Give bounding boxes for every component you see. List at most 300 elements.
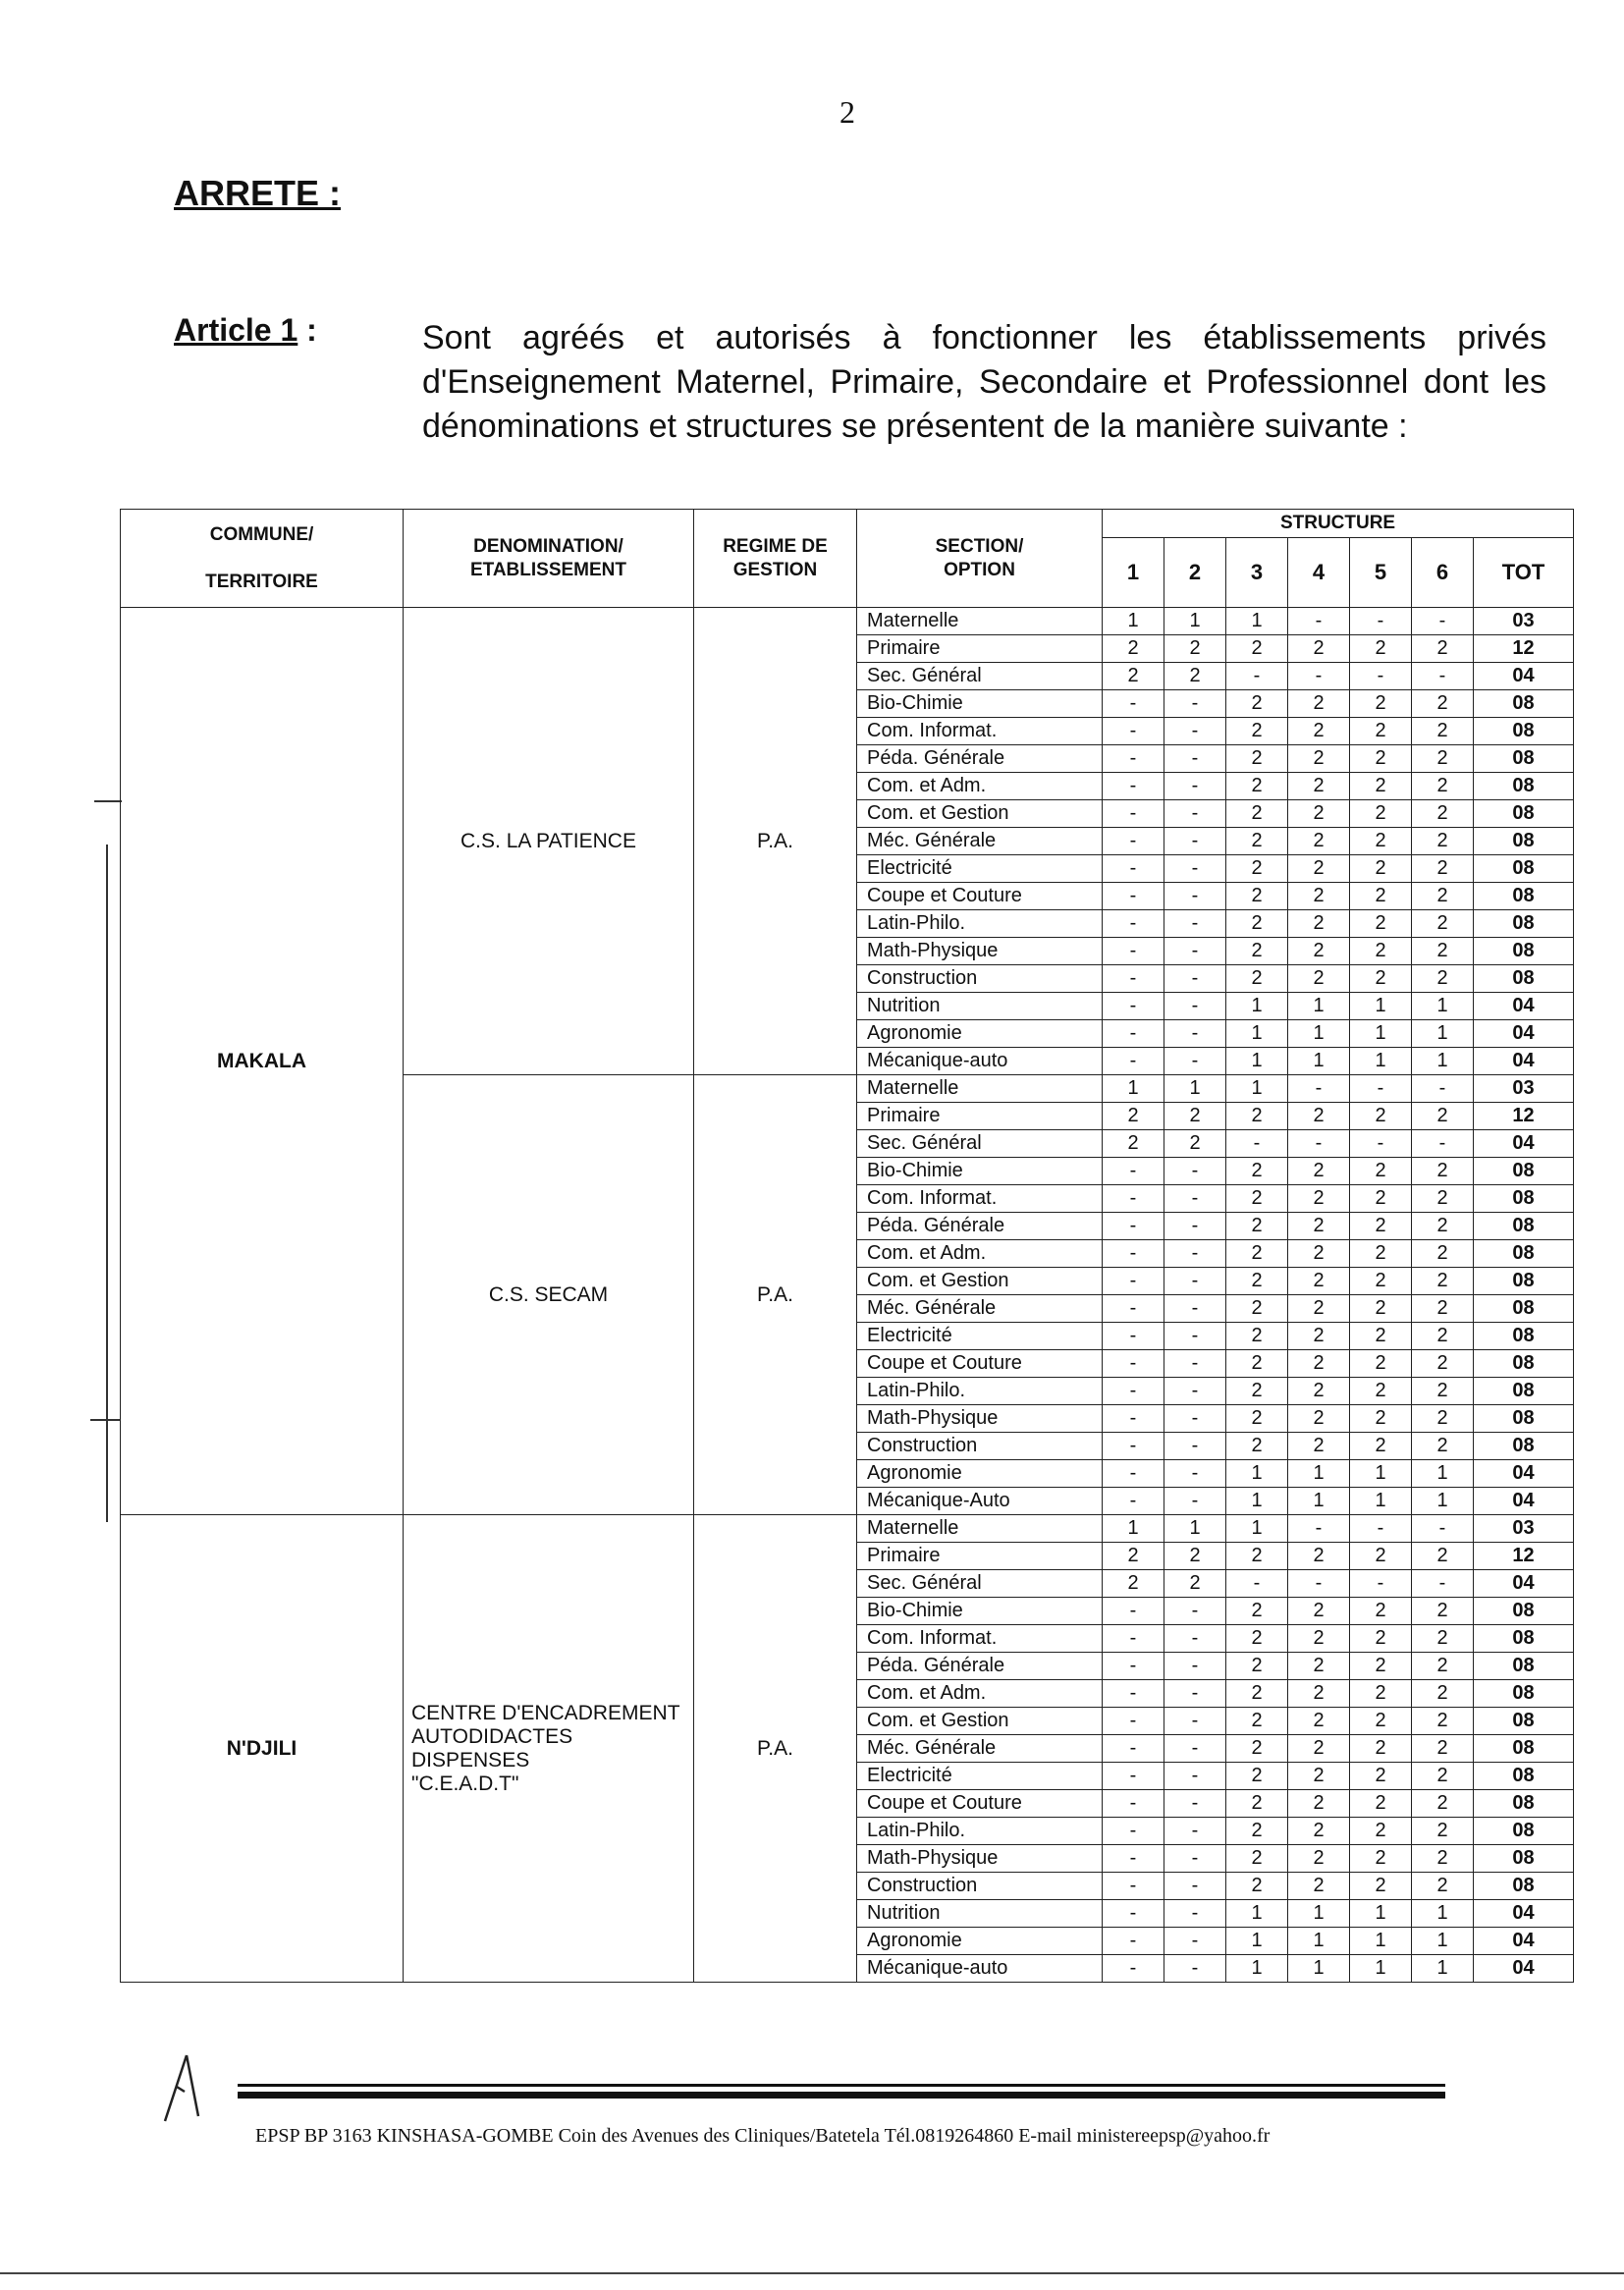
structure-cell-1: - [1103, 773, 1164, 800]
structure-cell-3: 2 [1226, 1433, 1288, 1460]
structure-cell-5: 2 [1350, 1763, 1412, 1790]
structure-cell-5: 2 [1350, 1103, 1412, 1130]
total-cell: 08 [1474, 910, 1574, 938]
section-cell: Com. et Gestion [857, 1268, 1103, 1295]
structure-cell-2: - [1164, 1900, 1226, 1928]
section-cell: Sec. Général [857, 1130, 1103, 1158]
structure-cell-6: - [1412, 663, 1474, 690]
structure-cell-5: 2 [1350, 1735, 1412, 1763]
total-cell: 08 [1474, 1323, 1574, 1350]
section-cell: Math-Physique [857, 1405, 1103, 1433]
structure-cell-3: 2 [1226, 1543, 1288, 1570]
total-cell: 08 [1474, 1680, 1574, 1708]
structure-cell-6: 2 [1412, 1708, 1474, 1735]
establishment-cell: C.S. SECAM [404, 1075, 694, 1515]
structure-cell-2: - [1164, 1048, 1226, 1075]
total-cell: 12 [1474, 635, 1574, 663]
structure-cell-3: 2 [1226, 965, 1288, 993]
total-cell: 08 [1474, 1433, 1574, 1460]
structure-cell-5: 2 [1350, 1268, 1412, 1295]
structure-cell-5: 2 [1350, 965, 1412, 993]
structure-cell-3: 2 [1226, 745, 1288, 773]
structure-cell-5: 2 [1350, 800, 1412, 828]
structure-cell-6: 2 [1412, 745, 1474, 773]
structure-cell-3: 2 [1226, 1185, 1288, 1213]
structure-cell-6: 2 [1412, 1405, 1474, 1433]
structure-cell-1: - [1103, 883, 1164, 910]
section-cell: Bio-Chimie [857, 690, 1103, 718]
structure-cell-4: - [1288, 1515, 1350, 1543]
total-cell: 04 [1474, 1020, 1574, 1048]
total-cell: 08 [1474, 690, 1574, 718]
structure-cell-1: - [1103, 965, 1164, 993]
total-cell: 08 [1474, 1708, 1574, 1735]
structure-cell-6: 2 [1412, 1323, 1474, 1350]
section-cell: Electricité [857, 855, 1103, 883]
total-cell: 04 [1474, 993, 1574, 1020]
structure-cell-4: 2 [1288, 1268, 1350, 1295]
structure-cell-6: 1 [1412, 993, 1474, 1020]
structure-cell-1: - [1103, 1240, 1164, 1268]
structure-cell-4: 1 [1288, 1955, 1350, 1983]
structure-cell-5: 2 [1350, 828, 1412, 855]
structure-cell-6: 1 [1412, 1488, 1474, 1515]
structure-cell-2: 2 [1164, 1570, 1226, 1598]
section-cell: Coupe et Couture [857, 1790, 1103, 1818]
structure-cell-5: 2 [1350, 1405, 1412, 1433]
structure-cell-4: 2 [1288, 1405, 1350, 1433]
structure-cell-2: - [1164, 1873, 1226, 1900]
structure-cell-1: - [1103, 1900, 1164, 1928]
structure-cell-5: 2 [1350, 1158, 1412, 1185]
structure-cell-5: 2 [1350, 1433, 1412, 1460]
structure-cell-4: 2 [1288, 1845, 1350, 1873]
structure-cell-5: 2 [1350, 773, 1412, 800]
structure-cell-6: 2 [1412, 690, 1474, 718]
structure-cell-6: 2 [1412, 718, 1474, 745]
structure-cell-4: 2 [1288, 800, 1350, 828]
section-cell: Math-Physique [857, 1845, 1103, 1873]
structure-cell-2: - [1164, 910, 1226, 938]
structure-cell-5: 2 [1350, 1818, 1412, 1845]
structure-cell-2: - [1164, 1625, 1226, 1653]
structure-cell-6: 2 [1412, 1295, 1474, 1323]
section-cell: Péda. Générale [857, 1653, 1103, 1680]
structure-cell-4: 2 [1288, 1818, 1350, 1845]
structure-cell-6: 2 [1412, 635, 1474, 663]
structure-cell-1: 1 [1103, 1075, 1164, 1103]
structure-cell-5: 2 [1350, 1543, 1412, 1570]
section-cell: Méc. Générale [857, 828, 1103, 855]
structure-cell-4: 2 [1288, 690, 1350, 718]
structure-cell-5: - [1350, 1570, 1412, 1598]
establishment-name-line: DISPENSES [411, 1748, 530, 1772]
total-cell: 08 [1474, 828, 1574, 855]
signature-mark [157, 2047, 216, 2126]
structure-cell-6: 2 [1412, 1845, 1474, 1873]
structure-cell-1: - [1103, 938, 1164, 965]
structure-cell-1: 1 [1103, 1515, 1164, 1543]
structure-cell-3: 2 [1226, 883, 1288, 910]
total-cell: 08 [1474, 1268, 1574, 1295]
structure-cell-1: - [1103, 1295, 1164, 1323]
structure-cell-4: 2 [1288, 910, 1350, 938]
structure-cell-1: 2 [1103, 1543, 1164, 1570]
structure-cell-5: 2 [1350, 1323, 1412, 1350]
structure-cell-4: - [1288, 1075, 1350, 1103]
structure-cell-5: 2 [1350, 635, 1412, 663]
structure-cell-1: - [1103, 1020, 1164, 1048]
total-cell: 08 [1474, 1350, 1574, 1378]
structure-cell-3: 2 [1226, 1268, 1288, 1295]
structure-cell-2: 1 [1164, 608, 1226, 635]
structure-cell-5: 2 [1350, 1708, 1412, 1735]
total-cell: 03 [1474, 1075, 1574, 1103]
structure-cell-2: 2 [1164, 635, 1226, 663]
structure-cell-2: - [1164, 1735, 1226, 1763]
structure-cell-3: 1 [1226, 1928, 1288, 1955]
structure-cell-4: 2 [1288, 1680, 1350, 1708]
structure-cell-3: 1 [1226, 1020, 1288, 1048]
structure-cell-3: - [1226, 663, 1288, 690]
structure-cell-4: 2 [1288, 1790, 1350, 1818]
structure-cell-2: - [1164, 718, 1226, 745]
structure-cell-2: - [1164, 855, 1226, 883]
total-cell: 04 [1474, 1955, 1574, 1983]
total-cell: 08 [1474, 965, 1574, 993]
structure-cell-6: 2 [1412, 1240, 1474, 1268]
structure-cell-3: 2 [1226, 1350, 1288, 1378]
header-col-2: 2 [1164, 538, 1226, 608]
structure-cell-1: - [1103, 910, 1164, 938]
structure-cell-5: 2 [1350, 1873, 1412, 1900]
structure-cell-2: 2 [1164, 1130, 1226, 1158]
structure-cell-1: - [1103, 800, 1164, 828]
total-cell: 12 [1474, 1103, 1574, 1130]
total-cell: 08 [1474, 1790, 1574, 1818]
structure-cell-6: 2 [1412, 1378, 1474, 1405]
establishment-name-line: CENTRE D'ENCADREMENT [411, 1701, 680, 1724]
section-cell: Nutrition [857, 1900, 1103, 1928]
structure-cell-4: - [1288, 663, 1350, 690]
structure-cell-4: 2 [1288, 1323, 1350, 1350]
structure-cell-2: - [1164, 1653, 1226, 1680]
structure-cell-6: 2 [1412, 855, 1474, 883]
total-cell: 08 [1474, 1185, 1574, 1213]
structure-cell-6: 2 [1412, 1433, 1474, 1460]
structure-cell-5: 1 [1350, 1955, 1412, 1983]
total-cell: 08 [1474, 718, 1574, 745]
structure-cell-6: 2 [1412, 1158, 1474, 1185]
margin-bracket-tick-bottom [90, 1419, 120, 1421]
structure-cell-3: 2 [1226, 690, 1288, 718]
structure-cell-5: 1 [1350, 1928, 1412, 1955]
total-cell: 04 [1474, 1460, 1574, 1488]
structure-cell-5: 2 [1350, 938, 1412, 965]
structure-cell-3: 2 [1226, 1240, 1288, 1268]
total-cell: 04 [1474, 1928, 1574, 1955]
section-cell: Com. Informat. [857, 1625, 1103, 1653]
total-cell: 08 [1474, 1378, 1574, 1405]
establishments-table [120, 509, 1574, 1983]
structure-cell-2: - [1164, 1240, 1226, 1268]
structure-cell-3: 2 [1226, 1708, 1288, 1735]
section-cell: Com. Informat. [857, 1185, 1103, 1213]
structure-cell-6: 2 [1412, 800, 1474, 828]
structure-cell-2: - [1164, 1680, 1226, 1708]
structure-cell-1: - [1103, 690, 1164, 718]
total-cell: 08 [1474, 1653, 1574, 1680]
structure-cell-4: 2 [1288, 883, 1350, 910]
structure-cell-6: 2 [1412, 1268, 1474, 1295]
structure-cell-4: 2 [1288, 1103, 1350, 1130]
structure-cell-3: 2 [1226, 1625, 1288, 1653]
structure-cell-6: 2 [1412, 1213, 1474, 1240]
structure-cell-3: 2 [1226, 1598, 1288, 1625]
section-cell: Electricité [857, 1323, 1103, 1350]
structure-cell-5: 2 [1350, 1240, 1412, 1268]
header-section: SECTION/ OPTION [857, 510, 1103, 608]
structure-cell-1: - [1103, 1735, 1164, 1763]
section-cell: Sec. Général [857, 1570, 1103, 1598]
structure-cell-6: 2 [1412, 1185, 1474, 1213]
structure-cell-4: 2 [1288, 1735, 1350, 1763]
structure-cell-6: 1 [1412, 1955, 1474, 1983]
section-cell: Latin-Philo. [857, 910, 1103, 938]
structure-cell-6: 2 [1412, 910, 1474, 938]
header-regime: REGIME DE GESTION [694, 510, 857, 608]
structure-cell-2: 2 [1164, 663, 1226, 690]
structure-cell-1: - [1103, 1488, 1164, 1515]
structure-cell-1: - [1103, 828, 1164, 855]
structure-cell-3: 1 [1226, 1488, 1288, 1515]
structure-cell-3: 2 [1226, 855, 1288, 883]
total-cell: 08 [1474, 1598, 1574, 1625]
footer-address: EPSP BP 3163 KINSHASA-GOMBE Coin des Avenues des Cliniques/Batetela Tél.0819264860 E-mail ministereepsp@yahoo.fr [255, 2125, 1271, 2147]
structure-cell-5: 2 [1350, 1350, 1412, 1378]
section-cell: Bio-Chimie [857, 1158, 1103, 1185]
structure-cell-5: 2 [1350, 1653, 1412, 1680]
section-cell: Mécanique-auto [857, 1955, 1103, 1983]
structure-cell-2: - [1164, 1295, 1226, 1323]
structure-cell-6: 2 [1412, 883, 1474, 910]
structure-cell-5: 2 [1350, 1295, 1412, 1323]
structure-cell-6: 2 [1412, 828, 1474, 855]
total-cell: 03 [1474, 1515, 1574, 1543]
total-cell: 08 [1474, 800, 1574, 828]
establishment-name-line: "C.E.A.D.T" [411, 1772, 519, 1795]
structure-cell-4: 2 [1288, 855, 1350, 883]
section-cell: Mécanique-Auto [857, 1488, 1103, 1515]
header-col-tot: TOT [1474, 538, 1574, 608]
structure-cell-1: - [1103, 1350, 1164, 1378]
structure-cell-1: - [1103, 1460, 1164, 1488]
structure-cell-1: - [1103, 1680, 1164, 1708]
structure-cell-5: - [1350, 1130, 1412, 1158]
structure-cell-3: 2 [1226, 1790, 1288, 1818]
header-col-4: 4 [1288, 538, 1350, 608]
structure-cell-5: 2 [1350, 1213, 1412, 1240]
total-cell: 08 [1474, 745, 1574, 773]
structure-cell-3: 2 [1226, 800, 1288, 828]
structure-cell-2: 1 [1164, 1075, 1226, 1103]
total-cell: 12 [1474, 1543, 1574, 1570]
structure-cell-3: 2 [1226, 635, 1288, 663]
structure-cell-6: - [1412, 1570, 1474, 1598]
total-cell: 08 [1474, 773, 1574, 800]
structure-cell-1: - [1103, 1790, 1164, 1818]
section-cell: Electricité [857, 1763, 1103, 1790]
structure-cell-1: - [1103, 1708, 1164, 1735]
article-label [174, 312, 317, 349]
structure-cell-4: 2 [1288, 1763, 1350, 1790]
total-cell: 04 [1474, 1048, 1574, 1075]
structure-cell-6: 2 [1412, 1680, 1474, 1708]
footer-rule-thin [238, 2084, 1445, 2087]
structure-cell-4: - [1288, 608, 1350, 635]
structure-cell-4: 2 [1288, 635, 1350, 663]
structure-cell-5: 2 [1350, 1185, 1412, 1213]
structure-cell-4: 2 [1288, 745, 1350, 773]
structure-cell-2: - [1164, 690, 1226, 718]
structure-cell-5: - [1350, 1515, 1412, 1543]
structure-cell-3: 2 [1226, 1680, 1288, 1708]
structure-cell-4: 1 [1288, 1048, 1350, 1075]
structure-cell-3: 2 [1226, 1653, 1288, 1680]
total-cell: 08 [1474, 1625, 1574, 1653]
header-col-1: 1 [1103, 538, 1164, 608]
total-cell: 08 [1474, 1158, 1574, 1185]
structure-cell-4: 2 [1288, 1240, 1350, 1268]
regime-cell: P.A. [694, 1515, 857, 1983]
structure-cell-5: 1 [1350, 1488, 1412, 1515]
structure-cell-5: 2 [1350, 1790, 1412, 1818]
structure-cell-4: 2 [1288, 1378, 1350, 1405]
article-number: Article 1 [174, 312, 298, 348]
section-cell: Sec. Général [857, 663, 1103, 690]
structure-cell-3: 1 [1226, 1460, 1288, 1488]
structure-cell-3: 2 [1226, 1818, 1288, 1845]
structure-cell-3: 2 [1226, 828, 1288, 855]
structure-cell-4: 2 [1288, 1350, 1350, 1378]
total-cell: 08 [1474, 1735, 1574, 1763]
structure-cell-3: 2 [1226, 1735, 1288, 1763]
structure-cell-2: - [1164, 1598, 1226, 1625]
article-text: Sont agréés et autorisés à fonctionner les établissements privés d'Enseignement Maternel, Primaire, Secondaire et Professionnel dont les dénominations et structures se présentent de la manière suivante : [422, 319, 1546, 445]
structure-cell-3: 1 [1226, 1955, 1288, 1983]
structure-cell-3: 2 [1226, 718, 1288, 745]
structure-cell-3: 1 [1226, 1515, 1288, 1543]
structure-cell-3: 2 [1226, 1158, 1288, 1185]
section-cell: Méc. Générale [857, 1735, 1103, 1763]
structure-cell-4: 2 [1288, 1185, 1350, 1213]
section-cell: Com. Informat. [857, 718, 1103, 745]
structure-cell-6: 1 [1412, 1460, 1474, 1488]
section-cell: Primaire [857, 1543, 1103, 1570]
structure-cell-1: - [1103, 1818, 1164, 1845]
header-col-5: 5 [1350, 538, 1412, 608]
structure-cell-5: - [1350, 608, 1412, 635]
section-cell: Coupe et Couture [857, 1350, 1103, 1378]
structure-cell-3: 2 [1226, 1323, 1288, 1350]
structure-cell-2: - [1164, 1928, 1226, 1955]
structure-cell-5: 1 [1350, 1020, 1412, 1048]
total-cell: 08 [1474, 1295, 1574, 1323]
page-number: 2 [839, 94, 855, 130]
establishment-cell: C.S. LA PATIENCE [404, 608, 694, 1075]
structure-cell-5: 2 [1350, 855, 1412, 883]
structure-cell-2: - [1164, 800, 1226, 828]
structure-cell-6: 2 [1412, 1598, 1474, 1625]
structure-cell-6: 2 [1412, 938, 1474, 965]
total-cell: 04 [1474, 1900, 1574, 1928]
structure-cell-2: - [1164, 965, 1226, 993]
structure-cell-6: 2 [1412, 773, 1474, 800]
header-col-3: 3 [1226, 538, 1288, 608]
margin-bracket-tick-top [94, 800, 122, 802]
structure-cell-3: 1 [1226, 1048, 1288, 1075]
structure-cell-3: 1 [1226, 993, 1288, 1020]
structure-cell-4: 2 [1288, 773, 1350, 800]
structure-cell-5: 2 [1350, 1625, 1412, 1653]
total-cell: 04 [1474, 663, 1574, 690]
structure-cell-1: 2 [1103, 663, 1164, 690]
structure-cell-2: - [1164, 1763, 1226, 1790]
structure-cell-2: - [1164, 1790, 1226, 1818]
structure-cell-3: - [1226, 1570, 1288, 1598]
structure-cell-3: 2 [1226, 910, 1288, 938]
structure-cell-1: - [1103, 1433, 1164, 1460]
structure-cell-4: 1 [1288, 1488, 1350, 1515]
total-cell: 04 [1474, 1570, 1574, 1598]
section-cell: Bio-Chimie [857, 1598, 1103, 1625]
structure-cell-2: 2 [1164, 1103, 1226, 1130]
structure-cell-5: 2 [1350, 1680, 1412, 1708]
structure-cell-2: - [1164, 1845, 1226, 1873]
section-cell: Agronomie [857, 1928, 1103, 1955]
structure-cell-6: - [1412, 1515, 1474, 1543]
structure-cell-3: 2 [1226, 1213, 1288, 1240]
structure-cell-5: 1 [1350, 1460, 1412, 1488]
structure-cell-6: 2 [1412, 1790, 1474, 1818]
structure-cell-5: 2 [1350, 1598, 1412, 1625]
structure-cell-6: 2 [1412, 1103, 1474, 1130]
section-cell: Latin-Philo. [857, 1818, 1103, 1845]
structure-cell-2: 2 [1164, 1543, 1226, 1570]
commune-cell: MAKALA [121, 608, 404, 1515]
structure-cell-1: 2 [1103, 635, 1164, 663]
structure-cell-1: - [1103, 1323, 1164, 1350]
section-cell: Méc. Générale [857, 1295, 1103, 1323]
table-row [121, 608, 1574, 635]
structure-cell-3: 2 [1226, 1405, 1288, 1433]
header-structure: STRUCTURE [1103, 510, 1574, 538]
structure-cell-2: - [1164, 1185, 1226, 1213]
structure-cell-1: - [1103, 1873, 1164, 1900]
structure-cell-4: 2 [1288, 1625, 1350, 1653]
structure-cell-2: - [1164, 938, 1226, 965]
structure-cell-5: 2 [1350, 1378, 1412, 1405]
structure-cell-3: 1 [1226, 1075, 1288, 1103]
structure-cell-1: - [1103, 1598, 1164, 1625]
structure-cell-1: - [1103, 1763, 1164, 1790]
structure-cell-3: 2 [1226, 1295, 1288, 1323]
structure-cell-1: - [1103, 1955, 1164, 1983]
structure-cell-2: - [1164, 1020, 1226, 1048]
structure-cell-2: - [1164, 828, 1226, 855]
structure-cell-6: 2 [1412, 1873, 1474, 1900]
structure-cell-5: 1 [1350, 1900, 1412, 1928]
